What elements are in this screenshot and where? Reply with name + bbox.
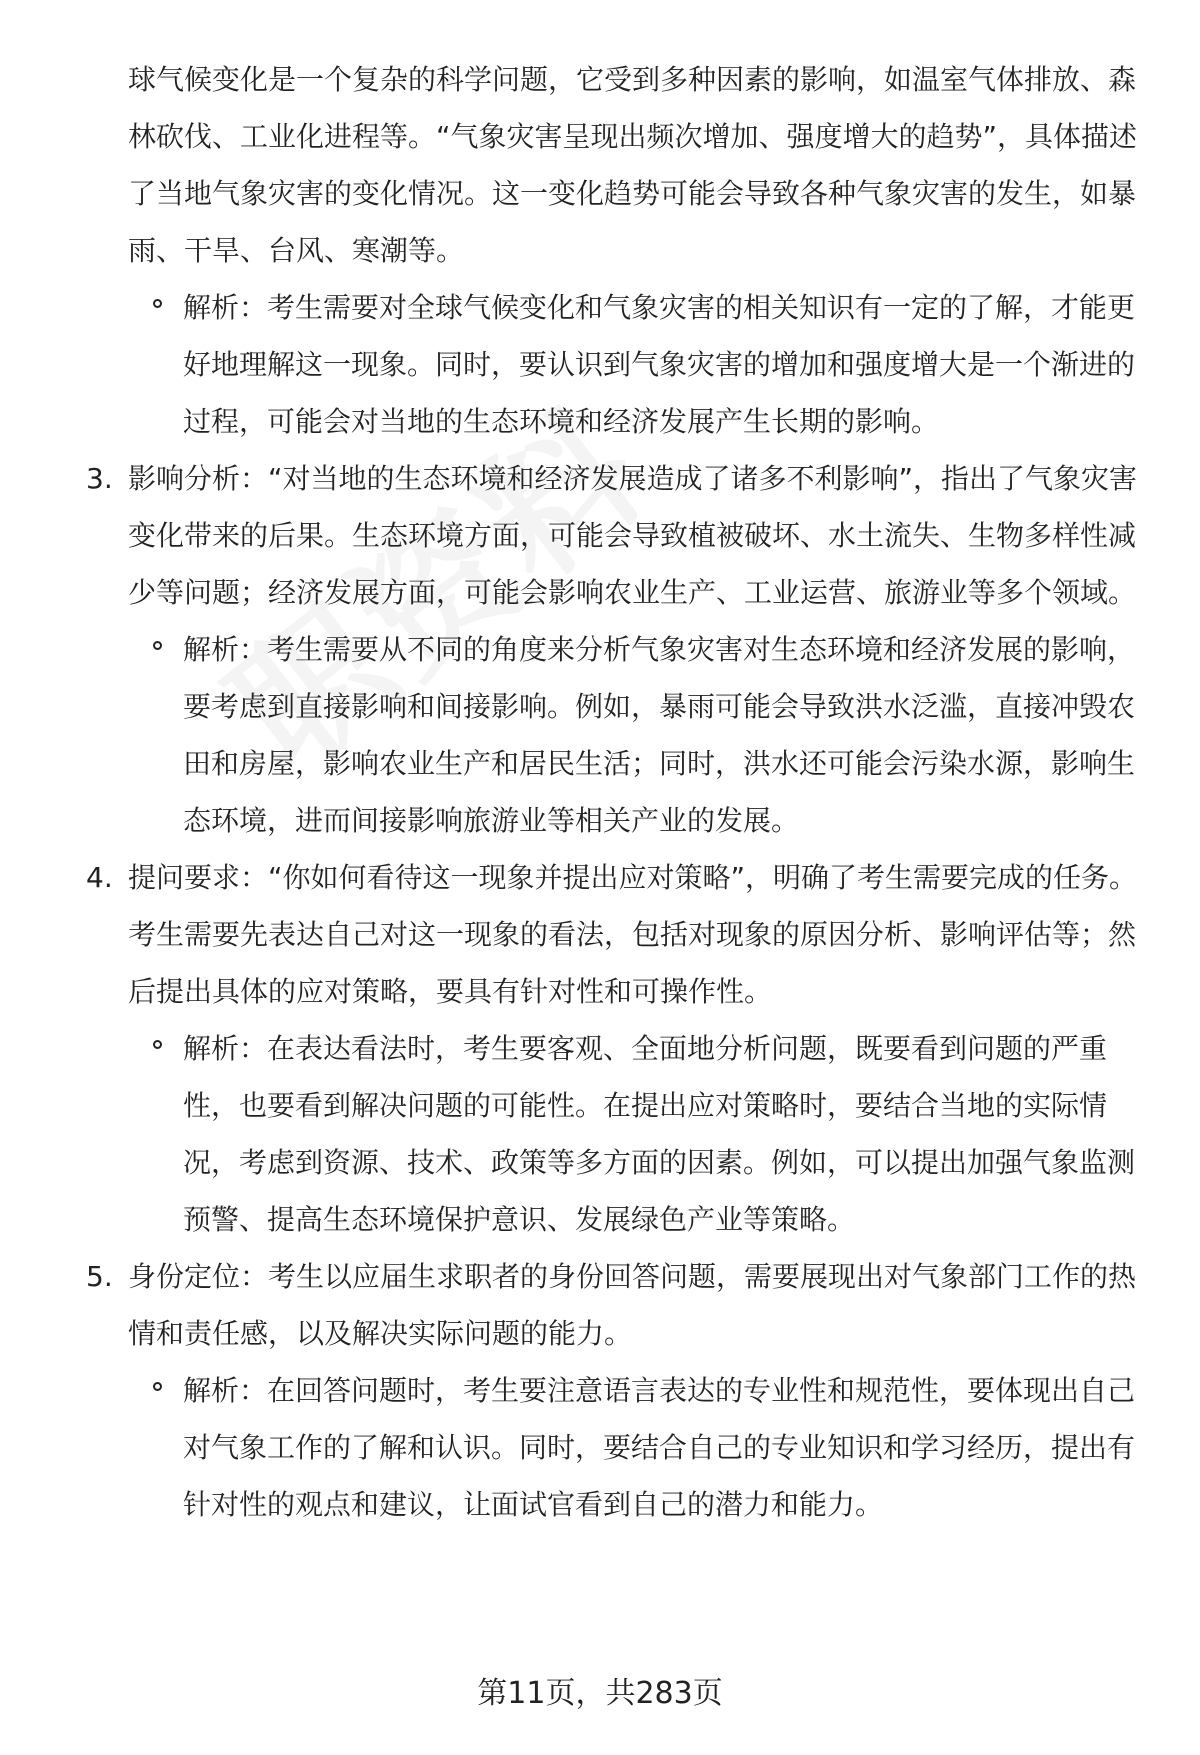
item-text: 身份定位：考生以应届生求职者的身份回答问题，需要展现出对气象部门工作的热情和责任感，以及解决实际问题的能力。 (128, 1260, 1137, 1350)
intro-paragraph: 球气候变化是一个复杂的科学问题，它受到多种因素的影响，如温室气体排放、森林砍伐、工业化进程等。“气象灾害呈现出频次增加、强度增大的趋势”，具体描述了当地气象灾害的变化情况。这一变化趋势可能会导致各种气象灾害的发生，如暴雨、干旱、台风、寒潮等。 (128, 63, 1138, 267)
item-number: 3. (86, 462, 113, 495)
item-5-analysis (0, 1362, 1143, 1533)
item-4-analysis (0, 1020, 1143, 1248)
item-text: 提问要求：“你如何看待这一现象并提出应对策略”，明确了考生需要完成的任务。考生需要先表达自己对这一现象的看法，包括对现象的原因分析、影响评估等；然后提出具体的应对策略，要具有针对性和可操作性。 (128, 861, 1138, 1008)
list-item-4 (0, 849, 1143, 1020)
analysis-text: 解析：在回答问题时，考生要注意语言表达的专业性和规范性，要体现出自己对气象工作的了解和认识。同时，要结合自己的专业知识和学习经历，提出有针对性的观点和建议，让面试官看到自己的潜力和能力。 (183, 1374, 1136, 1521)
circle-bullet-icon (153, 1382, 162, 1391)
document-body (0, 51, 1200, 1533)
analysis-text: 解析：考生需要从不同的角度来分析气象灾害对生态环境和经济发展的影响，要考虑到直接影响和间接影响。例如，暴雨可能会导致洪水泛滥，直接冲毁农田和房屋，影响农业生产和居民生活；同时，洪水还可能会污染水源，影响生态环境，进而间接影响旅游业等相关产业的发展。 (183, 633, 1136, 837)
item-3-analysis (0, 621, 1143, 849)
list-item-5 (0, 1248, 1143, 1362)
item-number: 4. (86, 861, 113, 894)
intro-analysis (0, 279, 1143, 450)
circle-bullet-icon (153, 641, 162, 650)
item-number: 5. (86, 1260, 113, 1293)
page-footer: 第11页，共283页 (477, 1676, 723, 1711)
circle-bullet-icon (153, 1040, 162, 1049)
analysis-text: 解析：在表达看法时，考生要客观、全面地分析问题，既要看到问题的严重性，也要看到解决问题的可能性。在提出应对策略时，要结合当地的实际情况，考虑到资源、技术、政策等多方面的因素。例如，可以提出加强气象监测预警、提高生态环境保护意识、发展绿色产业等策略。 (183, 1032, 1136, 1236)
analysis-text: 解析：考生需要对全球气候变化和气象灾害的相关知识有一定的了解，才能更好地理解这一现象。同时，要认识到气象灾害的增加和强度增大是一个渐进的过程，可能会对当地的生态环境和经济发展产生长期的影响。 (183, 291, 1136, 438)
list-item-3 (0, 450, 1143, 621)
circle-bullet-icon (153, 299, 162, 308)
item-text: 影响分析：“对当地的生态环境和经济发展造成了诸多不利影响”，指出了气象灾害变化带来的后果。生态环境方面，可能会导致植被破坏、水土流失、生物多样性减少等问题；经济发展方面，可能会影响农业生产、工业运营、旅游业等多个领域。 (128, 462, 1138, 609)
